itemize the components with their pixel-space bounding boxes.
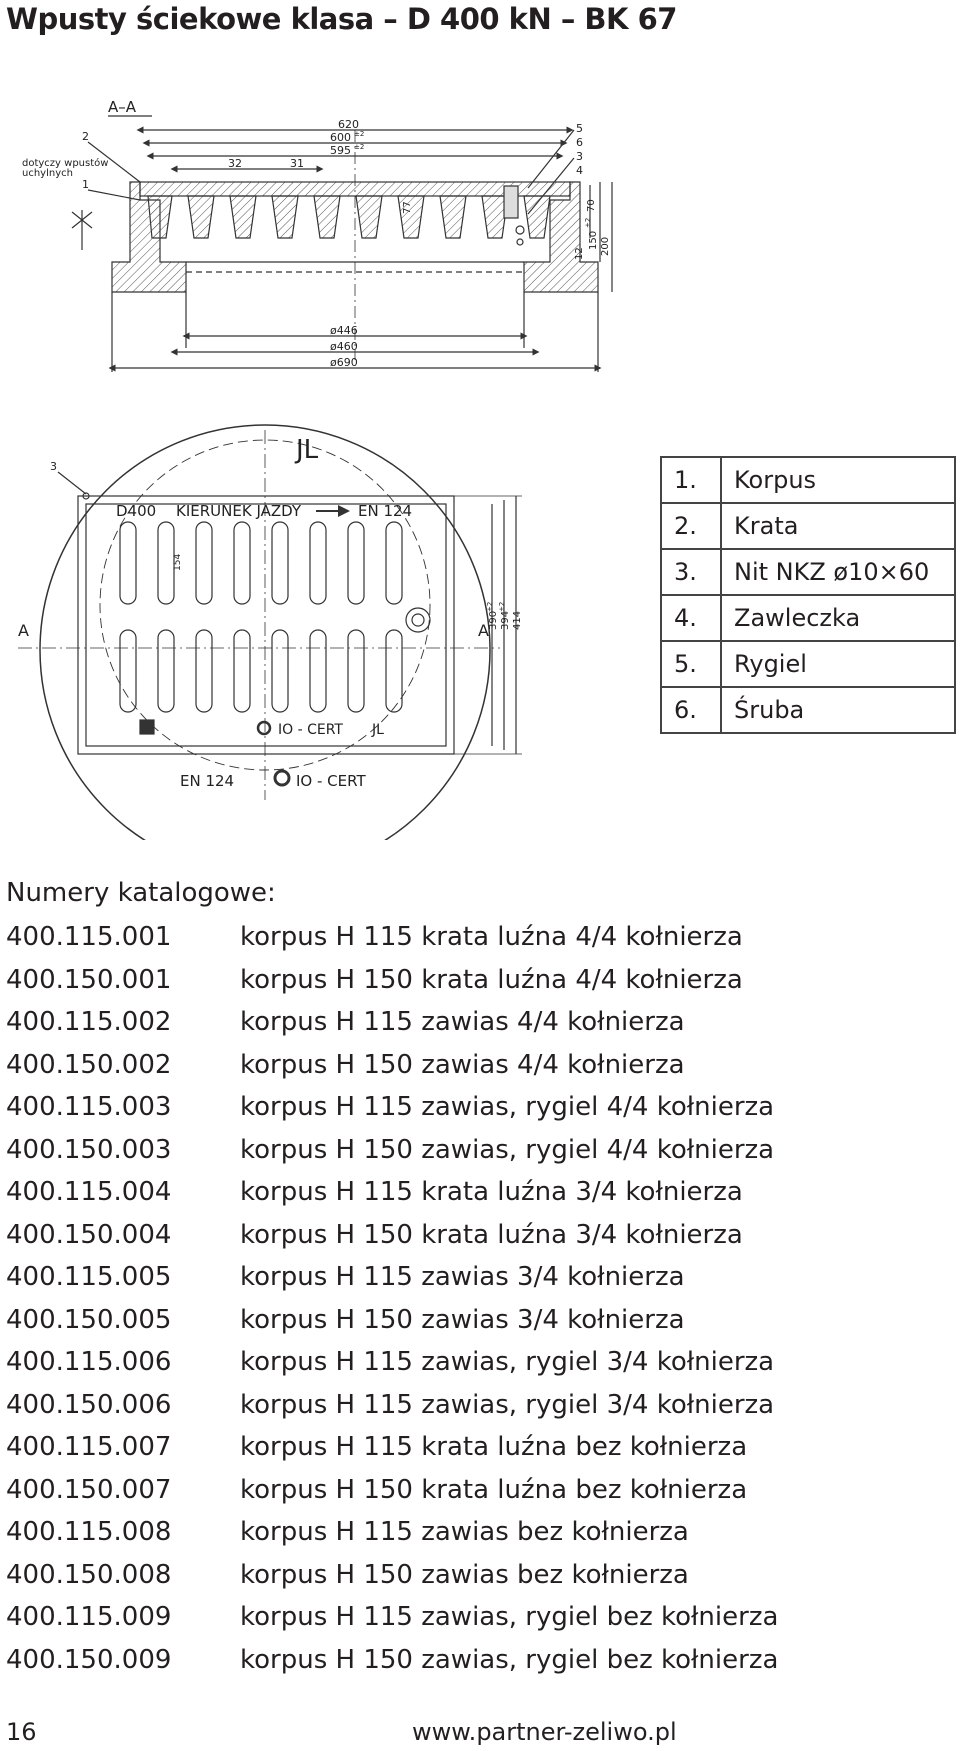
legend-num: 5. (661, 641, 721, 687)
bottom-iocert: IO - CERT (296, 772, 366, 790)
dim-460: ø460 (330, 340, 358, 353)
dim-150-tol: ±2 (584, 217, 592, 228)
dim-595-tol: ±2 (354, 143, 365, 151)
catalog-item (6, 965, 778, 1008)
legend-row (661, 687, 955, 733)
legend-num: 4. (661, 595, 721, 641)
catalog-item (6, 1475, 778, 1518)
catalog-description: korpus H 115 zawias, rygiel 4/4 kołnierza (240, 1092, 775, 1122)
dim-394: 394 (500, 610, 511, 630)
catalog-description: korpus H 150 krata luźna 4/4 kołnierza (240, 964, 743, 995)
page-title: Wpusty ściekowe klasa – D 400 kN – BK 67 (6, 2, 677, 36)
callout-5: 5 (576, 122, 583, 135)
callout-2: 2 (82, 130, 89, 143)
catalog-description: korpus H 150 krata luźna 3/4 kołnierza (240, 1219, 743, 1250)
catalog-item (6, 1220, 778, 1263)
note-line2: uchylnych (22, 168, 73, 179)
legend-row (661, 641, 955, 687)
legend-num: 1. (661, 457, 721, 503)
grate-d400: D400 (116, 502, 157, 520)
legend-num: 3. (661, 549, 721, 595)
catalog-code: 400.150.005 (6, 1304, 172, 1335)
catalog-code: 400.150.002 (6, 1049, 172, 1080)
dim-600-tol: ±2 (354, 130, 365, 138)
catalog-list (6, 922, 778, 1687)
dim-12: 12 (574, 247, 585, 260)
dim-32: 32 (228, 157, 242, 170)
catalog-heading: Numery katalogowe: (6, 878, 276, 908)
catalog-description: korpus H 115 zawias, rygiel bez kołnierza (240, 1602, 779, 1632)
catalog-code: 400.150.003 (6, 1134, 172, 1165)
catalog-code: 400.115.009 (6, 1602, 172, 1632)
dim-31: 31 (290, 157, 304, 170)
legend-label: Korpus (721, 457, 955, 503)
catalog-code: 400.150.008 (6, 1559, 172, 1590)
callout-4: 4 (576, 164, 583, 177)
catalog-description: korpus H 150 zawias 3/4 kołnierza (240, 1304, 685, 1335)
catalog-item (6, 1602, 778, 1645)
catalog-description: korpus H 115 krata luźna bez kołnierza (240, 1432, 748, 1462)
catalog-code: 400.115.002 (6, 1007, 172, 1037)
legend-row (661, 549, 955, 595)
catalog-code: 400.115.001 (6, 922, 172, 952)
section-view (22, 98, 612, 372)
catalog-description: korpus H 115 zawias, rygiel 3/4 kołnierza (240, 1347, 775, 1377)
legend-row (661, 457, 955, 503)
dim-414: 414 (512, 610, 523, 630)
legend-label: Krata (721, 503, 955, 549)
catalog-item (6, 922, 778, 965)
section-label: A–A (108, 98, 137, 116)
dim-390-tol: ±2 (486, 601, 494, 612)
catalog-code: 400.150.004 (6, 1219, 172, 1250)
catalog-code: 400.115.006 (6, 1347, 172, 1377)
catalog-description: korpus H 150 krata luźna bez kołnierza (240, 1474, 748, 1505)
catalog-description: korpus H 150 zawias 4/4 kołnierza (240, 1049, 685, 1080)
dim-150: 150 (588, 230, 599, 250)
axis-a-right: A (478, 621, 489, 640)
catalog-code: 400.115.003 (6, 1092, 172, 1122)
dim-446: ø446 (330, 324, 358, 337)
catalog-item (6, 1050, 778, 1093)
grate-direction: KIERUNEK JAZDY (176, 502, 302, 520)
dim-690: ø690 (330, 356, 358, 369)
legend-label: Nit NKZ ø10×60 (721, 549, 955, 595)
legend-row (661, 595, 955, 641)
page-number: 16 (6, 1718, 37, 1746)
callout-3-top: 3 (50, 460, 57, 473)
catalog-code: 400.115.004 (6, 1177, 172, 1207)
catalog-item (6, 1390, 778, 1433)
legend-row (661, 503, 955, 549)
catalog-item (6, 1177, 778, 1220)
catalog-item (6, 1262, 778, 1305)
catalog-code: 400.150.009 (6, 1644, 172, 1675)
catalog-description: korpus H 115 krata luźna 3/4 kołnierza (240, 1177, 743, 1207)
catalog-code: 400.150.006 (6, 1389, 172, 1420)
catalog-item (6, 1007, 778, 1050)
catalog-item (6, 1517, 778, 1560)
catalog-description: korpus H 115 krata luźna 4/4 kołnierza (240, 922, 743, 952)
catalog-item (6, 1645, 778, 1688)
callout-1: 1 (82, 178, 89, 191)
catalog-code: 400.115.007 (6, 1432, 172, 1462)
footer-url[interactable]: www.partner-zeliwo.pl (412, 1718, 677, 1746)
catalog-code: 400.115.008 (6, 1517, 172, 1547)
catalog-description: korpus H 115 zawias 4/4 kołnierza (240, 1007, 685, 1037)
axis-a-left: A (18, 621, 29, 640)
bottom-en124: EN 124 (180, 772, 235, 790)
catalog-item (6, 1305, 778, 1348)
grate-en124: EN 124 (358, 502, 413, 520)
callout-3: 3 (576, 150, 583, 163)
catalog-code: 400.150.007 (6, 1474, 172, 1505)
grate-slots-lower (120, 630, 402, 712)
catalog-item (6, 1135, 778, 1178)
dim-200: 200 (600, 236, 611, 256)
parts-legend (660, 456, 956, 734)
dim-154: 154 (173, 553, 183, 571)
catalog-description: korpus H 150 zawias, rygiel bez kołnierza (240, 1644, 779, 1675)
dim-394-tol: ±2 (498, 601, 506, 612)
catalog-item (6, 1560, 778, 1603)
dim-620: 620 (338, 118, 359, 131)
catalog-item (6, 1092, 778, 1135)
catalog-description: korpus H 150 zawias, rygiel 4/4 kołnierza (240, 1134, 775, 1165)
callout-6: 6 (576, 136, 583, 149)
catalog-item (6, 1347, 778, 1390)
note-line1: dotyczy wpustów (22, 158, 109, 169)
top-label-jl: JL (296, 435, 319, 465)
grate-iocert: IO - CERT (278, 722, 343, 738)
catalog-description: korpus H 115 zawias 3/4 kołnierza (240, 1262, 685, 1292)
grate-jl: JL (372, 722, 384, 738)
catalog-description: korpus H 150 zawias bez kołnierza (240, 1559, 689, 1590)
top-view (18, 425, 523, 840)
legend-num: 2. (661, 503, 721, 549)
catalog-code: 400.150.001 (6, 964, 172, 995)
dim-70: 70 (586, 199, 597, 212)
dim-390: 390 (488, 610, 499, 630)
catalog-description: korpus H 115 zawias bez kołnierza (240, 1517, 689, 1547)
legend-label: Śruba (721, 687, 955, 733)
catalog-code: 400.115.005 (6, 1262, 172, 1292)
legend-label: Zawleczka (721, 595, 955, 641)
catalog-item (6, 1432, 778, 1475)
dim-600: 600 (330, 131, 351, 144)
catalog-description: korpus H 115 zawias, rygiel 3/4 kołnierza (240, 1389, 775, 1420)
dim-595: 595 (330, 144, 351, 157)
legend-label: Rygiel (721, 641, 955, 687)
legend-num: 6. (661, 687, 721, 733)
grate-slots-upper (120, 522, 402, 604)
dim-77: 77 (402, 201, 413, 214)
